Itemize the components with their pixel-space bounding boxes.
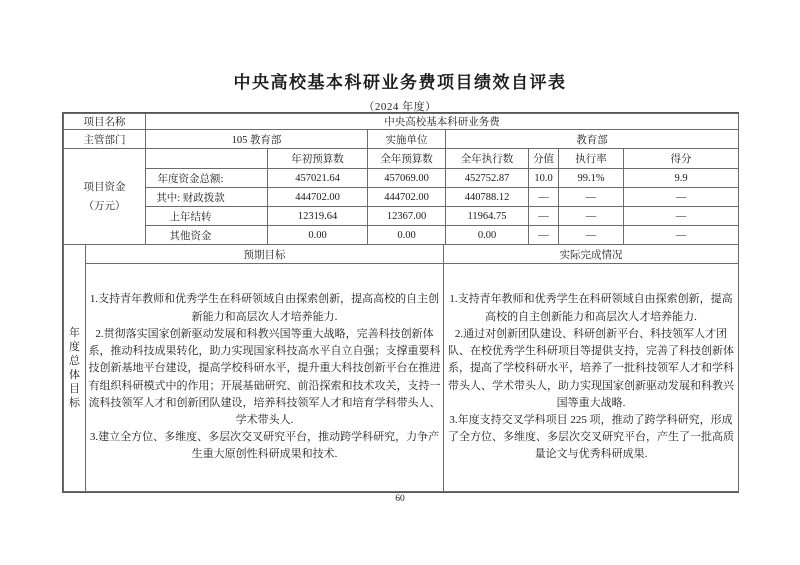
funds-cell: — <box>529 207 559 226</box>
table-row <box>64 169 739 188</box>
dept-label: 主管部门 <box>64 130 146 149</box>
page-number: 60 <box>395 494 405 504</box>
funds-cell: 457069.00 <box>368 169 446 188</box>
dept-value: 105 教育部 <box>146 130 368 149</box>
page-title: 中央高校基本科研业务费项目绩效自评表 <box>233 73 567 92</box>
project-name-value: 中央高校基本科研业务费 <box>146 114 739 130</box>
actual-completion-item: 1.支持青年教师和优秀学生在科研领域自由探索创新，提高高校的自主创新能力和高层次人才培养能力. <box>449 293 733 323</box>
funds-section-label: 项目资金 （万元） <box>64 149 146 245</box>
funds-cell: — <box>559 188 624 207</box>
expected-goals-text <box>86 264 444 492</box>
funds-row-label: 其中: 财政拨款 <box>146 188 268 207</box>
expected-goal-item: 2.贯彻落实国家创新驱动发展和科教兴国等重大战略，完善科技创新体系，推动科技成果转化，助力实现国家科技高水平自立自强；支撑重要科技创新基地平台建设，提高学校科研水平，提升重大科技创新平台在推进有组织科研模式中的作用；开展基础研究、前沿探索和技术攻关，支持一流科技领军人才和创新团队建设，培养科技领军人才和培育学科带头人、学术带头人. <box>88 327 441 426</box>
funds-cell: 444702.00 <box>268 188 368 207</box>
funds-row-label: 其他资金 <box>146 226 268 245</box>
self-evaluation-table <box>62 112 739 493</box>
table-row <box>64 226 739 245</box>
impl-unit-value: 教育部 <box>446 130 739 149</box>
table-row <box>64 245 739 264</box>
funds-cell: 457021.64 <box>268 169 368 188</box>
actual-completion-item: 2.通过对创新团队建设、科研创新平台、科技领军人才团队、在校优秀学生科研项目等提供支持，完善了科技创新体系，提高了学校科研水平，培养了一批科技领军人才和学科带头人、学术带头人，助力实现国家创新驱动发展和科教兴国等重大战略. <box>448 327 734 409</box>
actual-completion-header: 实际完成情况 <box>444 245 739 264</box>
table-row <box>64 207 739 226</box>
funds-cell: 0.00 <box>268 226 368 245</box>
funds-row-label: 上年结转 <box>146 207 268 226</box>
table-row <box>64 188 739 207</box>
actual-completion-item: 3.年度支持交叉学科项目 225 项，推动了跨学科研究，形成了全方位、多维度、多层次交叉研究平台，产生了一批高质量论文与优秀科研成果. <box>448 413 734 461</box>
funds-cell: 9.9 <box>624 169 739 188</box>
expected-goals-header: 预期目标 <box>86 245 444 264</box>
funds-cell: 444702.00 <box>368 188 446 207</box>
annual-goals-table <box>63 244 739 492</box>
col-header-annual-budget: 全年预算数 <box>368 149 446 169</box>
funds-cell: 0.00 <box>368 226 446 245</box>
funds-cell: — <box>529 188 559 207</box>
actual-completion-text <box>444 264 739 492</box>
project-name-label: 项目名称 <box>64 114 146 130</box>
funds-cell: 452752.87 <box>446 169 529 188</box>
funds-cell: — <box>529 226 559 245</box>
col-header-score-weight: 分值 <box>529 149 559 169</box>
col-header-execution-rate: 执行率 <box>559 149 624 169</box>
funds-row-label: 年度资金总额: <box>146 169 268 188</box>
funds-cell: — <box>559 226 624 245</box>
annual-goals-section-label: 年度总体目标 <box>64 245 86 492</box>
page-subtitle: （2024 年度） <box>363 101 437 113</box>
col-header-annual-execution: 全年执行数 <box>446 149 529 169</box>
funds-corner-cell <box>146 149 268 169</box>
funds-cell: — <box>624 226 739 245</box>
expected-goal-item: 3.建立全方位、多维度、多层次交叉研究平台，推动跨学科研究，力争产生重大原创性科研成果和技术. <box>89 431 440 461</box>
table-row <box>64 264 739 492</box>
impl-unit-label: 实施单位 <box>368 130 446 149</box>
project-info-funds-table <box>63 113 739 245</box>
table-row <box>64 130 739 149</box>
funds-cell: 10.0 <box>529 169 559 188</box>
funds-cell: 12367.00 <box>368 207 446 226</box>
table-row <box>64 149 739 169</box>
funds-cell: 99.1% <box>559 169 624 188</box>
funds-cell: 0.00 <box>446 226 529 245</box>
col-header-initial-budget: 年初预算数 <box>268 149 368 169</box>
funds-cell: 440788.12 <box>446 188 529 207</box>
col-header-score: 得分 <box>624 149 739 169</box>
expected-goal-item: 1.支持青年教师和优秀学生在科研领域自由探索创新，提高高校的自主创新能力和高层次人才培养能力. <box>89 293 440 323</box>
funds-cell: — <box>624 207 739 226</box>
funds-cell: — <box>624 188 739 207</box>
funds-cell: 11964.75 <box>446 207 529 226</box>
funds-cell: 12319.64 <box>268 207 368 226</box>
funds-cell: — <box>559 207 624 226</box>
table-row <box>64 114 739 130</box>
